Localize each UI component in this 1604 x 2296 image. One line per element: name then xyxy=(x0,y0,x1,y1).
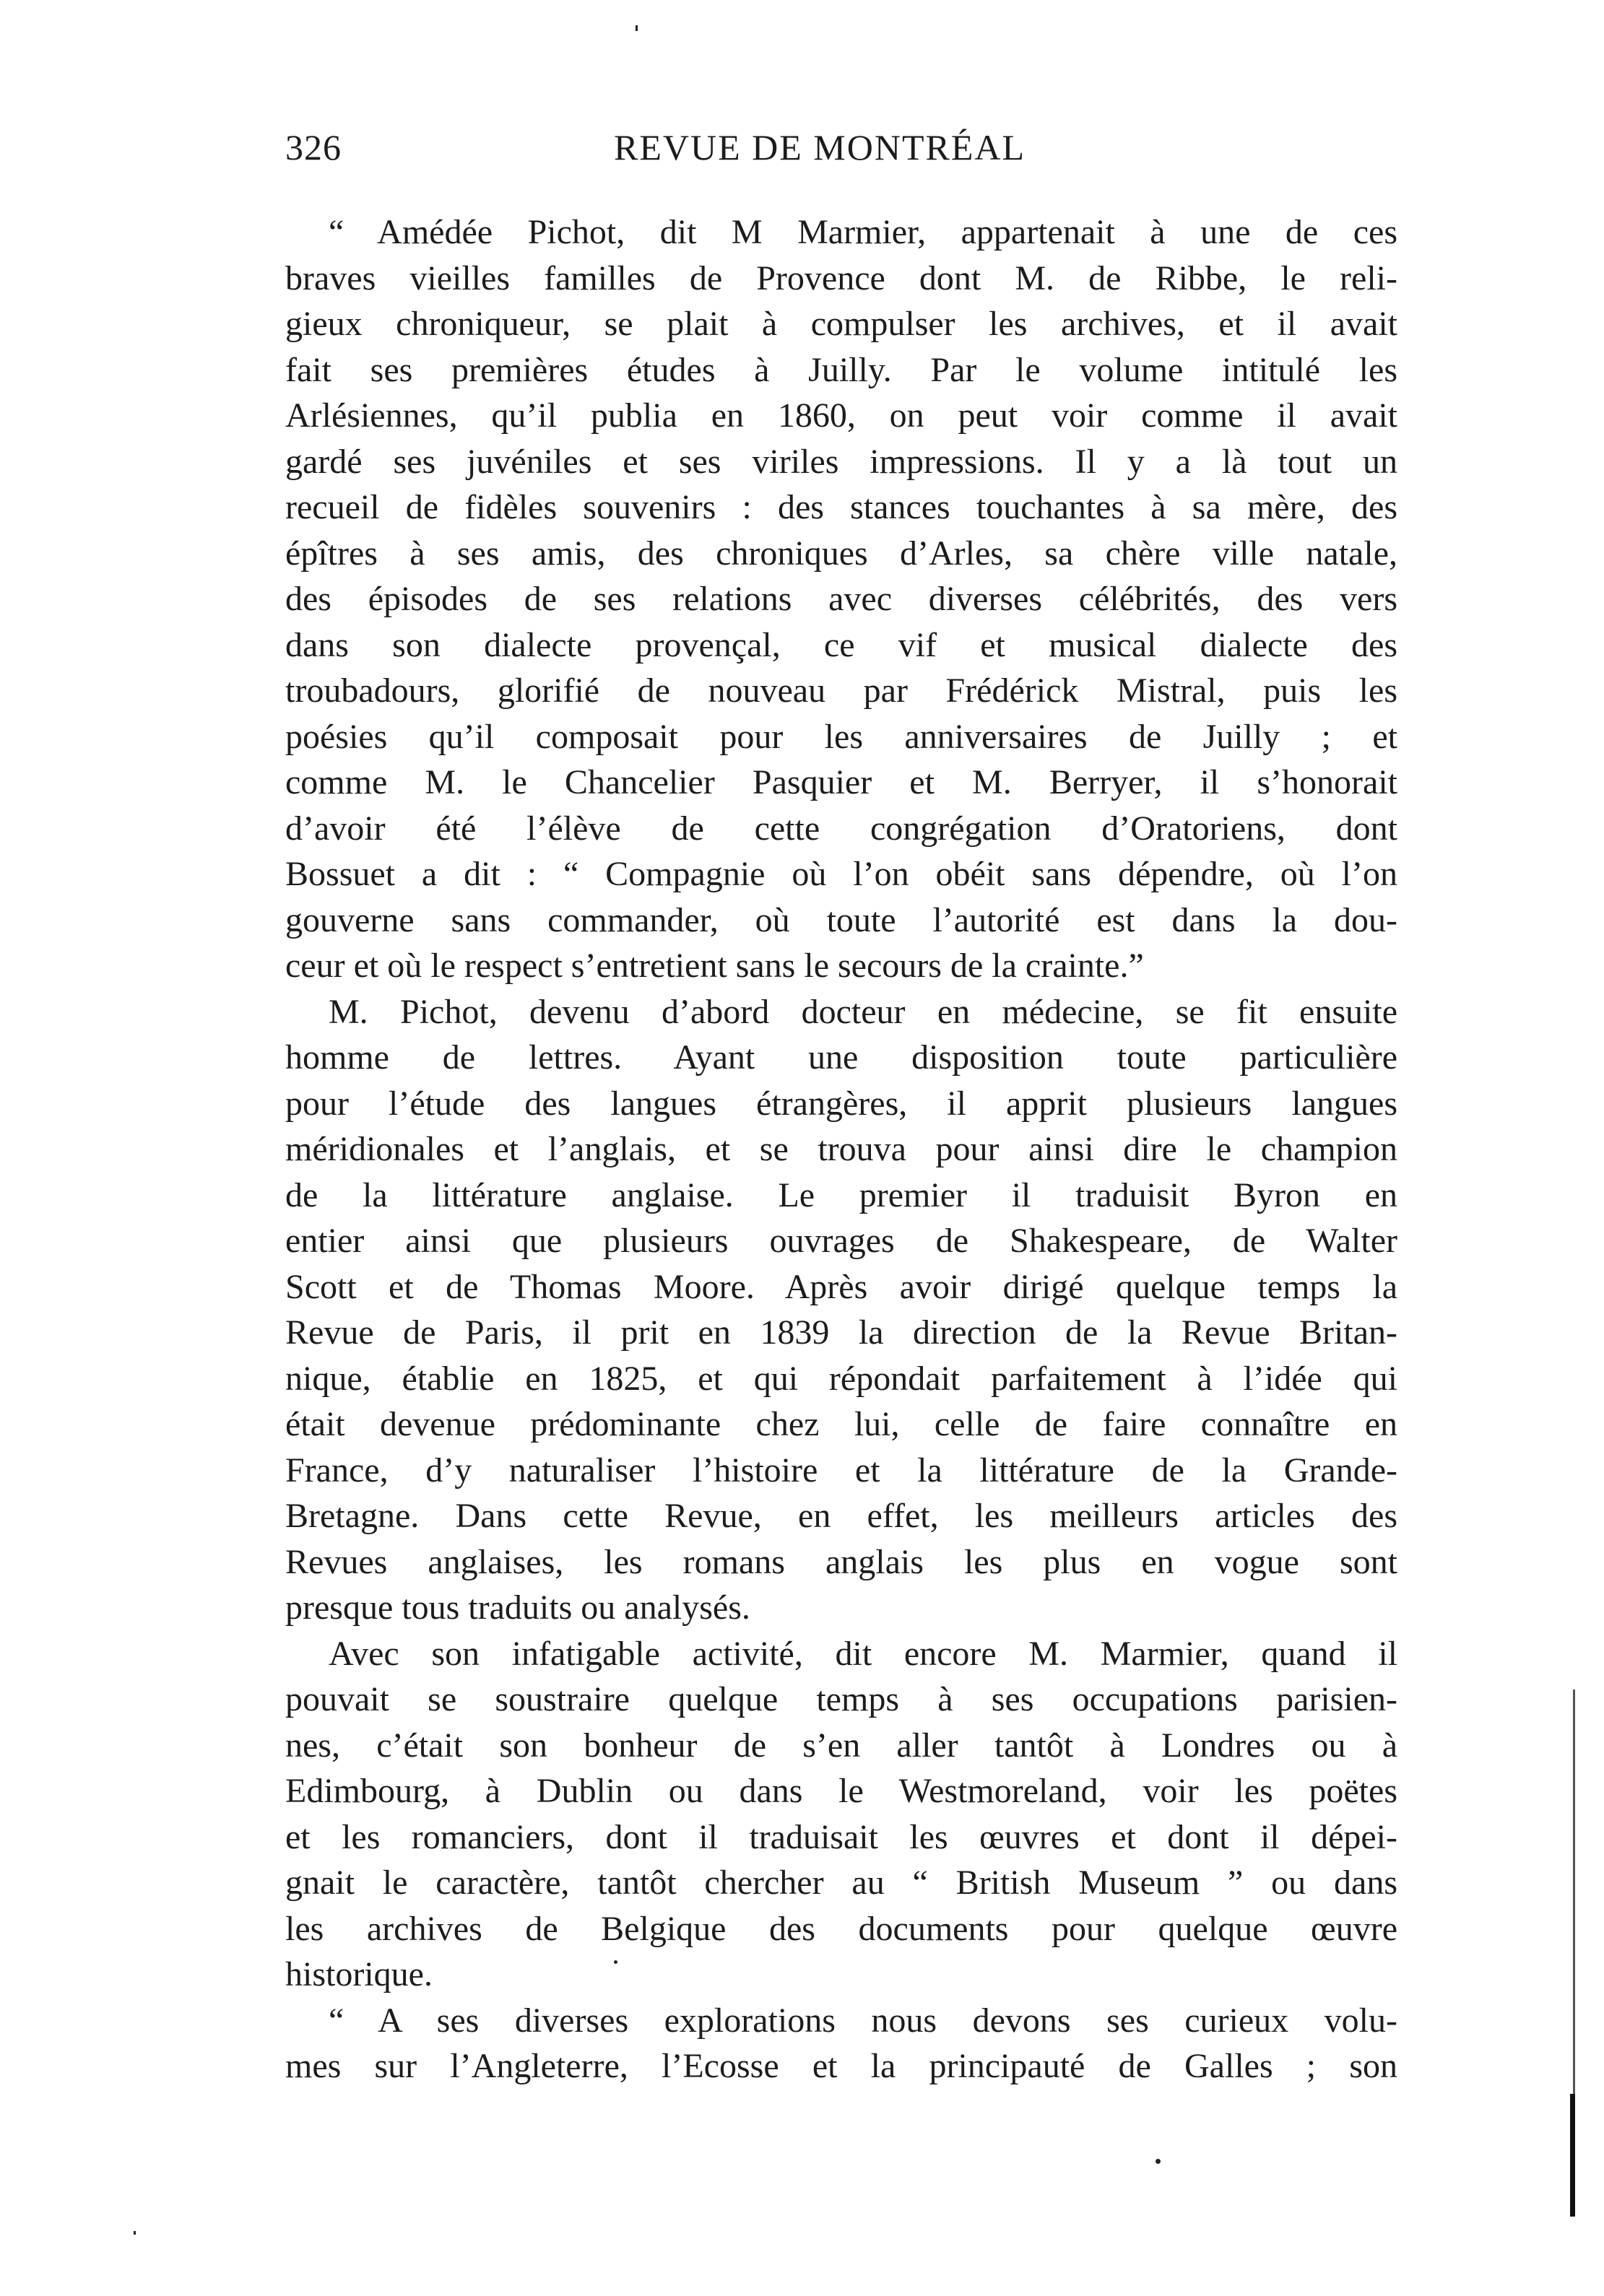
scan-speck xyxy=(614,1960,617,1964)
text-line: était devenue prédominante chez lui, celle de faire connaître en xyxy=(285,1405,1397,1443)
text-line: mes sur l’Angleterre, l’Ecosse et la principauté de Galles ; son xyxy=(285,2047,1397,2085)
text-line: Avec son infatigable activité, dit encore M. Marmier, quand il xyxy=(329,1634,1397,1673)
text-line: ceur et où le respect s’entretient sans le secours de la crainte.” xyxy=(285,947,1144,985)
text-line: pour l’étude des langues étrangères, il apprit plusieurs langues xyxy=(285,1084,1397,1123)
binding-edge-line xyxy=(1573,1690,1575,2094)
text-line: recueil de fidèles souvenirs : des stances touchantes à sa mère, des xyxy=(285,488,1397,526)
running-head xyxy=(285,126,1397,177)
scan-speck xyxy=(636,25,638,31)
text-line: et les romanciers, dont il traduisait les œuvres et dont il dépei- xyxy=(285,1817,1397,1856)
text-line: gouverne sans commander, où toute l’autorité est dans la dou- xyxy=(285,900,1397,939)
text-line: Scott et de Thomas Moore. Après avoir dirigé quelque temps la xyxy=(285,1267,1397,1306)
text-line: braves vieilles familles de Provence dont M. de Ribbe, le reli- xyxy=(285,258,1397,297)
text-line: Bretagne. Dans cette Revue, en effet, les meilleurs articles des xyxy=(285,1497,1397,1535)
text-line: fait ses premières études à Juilly. Par le volume intitulé les xyxy=(285,350,1397,389)
body-text xyxy=(285,209,1397,2090)
scan-speck xyxy=(1156,2159,1161,2164)
text-line: gnait le caractère, tantôt chercher au “ British Museum ” ou dans xyxy=(285,1864,1397,1902)
text-line: Arlésiennes, qu’il publia en 1860, on peut voir comme il avait xyxy=(285,396,1397,435)
text-line: poésies qu’il composait pour les anniversaires de Juilly ; et xyxy=(285,717,1397,756)
scan-speck xyxy=(134,2231,136,2235)
text-line: Edimbourg, à Dublin ou dans le Westmoreland, voir les poëtes xyxy=(285,1772,1397,1810)
text-line: France, d’y naturaliser l’histoire et la littérature de la Grande- xyxy=(285,1451,1397,1490)
text-line: M. Pichot, devenu d’abord docteur en médecine, se fit ensuite xyxy=(329,992,1397,1031)
text-line: troubadours, glorifié de nouveau par Frédérick Mistral, puis les xyxy=(285,671,1397,710)
text-line: de la littérature anglaise. Le premier il traduisit Byron en xyxy=(285,1175,1397,1214)
text-line: Bossuet a dit : “ Compagnie où l’on obéit sans dépendre, où l’on xyxy=(285,855,1397,893)
text-line: nique, établie en 1825, et qui répondait parfaitement à l’idée qui xyxy=(285,1359,1397,1398)
binding-edge-line xyxy=(1570,2094,1575,2217)
text-line: entier ainsi que plusieurs ouvrages de Shakespeare, de Walter xyxy=(285,1222,1397,1260)
text-line: pouvait se soustraire quelque temps à ses occupations parisien- xyxy=(285,1680,1397,1718)
page-number: 326 xyxy=(285,127,342,168)
text-line: historique. xyxy=(285,1955,433,1993)
text-line: homme de lettres. Ayant une disposition toute particulière xyxy=(285,1038,1397,1077)
text-line: comme M. le Chancelier Pasquier et M. Berryer, il s’honorait xyxy=(285,763,1397,801)
text-line: dans son dialecte provençal, ce vif et musical dialecte des xyxy=(285,625,1397,664)
text-line: des épisodes de ses relations avec diverses célébrités, des vers xyxy=(285,580,1397,618)
text-line: nes, c’était son bonheur de s’en aller tantôt à Londres ou à xyxy=(285,1726,1397,1765)
text-line: gieux chroniqueur, se plait à compulser les archives, et il avait xyxy=(285,305,1397,343)
text-line: épîtres à ses amis, des chroniques d’Arles, sa chère ville natale, xyxy=(285,534,1397,573)
text-line: Revue de Paris, il prit en 1839 la direction de la Revue Britan- xyxy=(285,1313,1397,1352)
text-line: Revues anglaises, les romans anglais les plus en vogue sont xyxy=(285,1542,1397,1581)
text-line: méridionales et l’anglais, et se trouva pour ainsi dire le champion xyxy=(285,1130,1397,1168)
text-line: “ A ses diverses explorations nous devons ses curieux volu- xyxy=(329,2001,1397,2040)
text-line: les archives de Belgique des documents pour quelque œuvre xyxy=(285,1909,1397,1948)
text-line: gardé ses juvéniles et ses viriles impressions. Il y a là tout un xyxy=(285,442,1397,481)
text-line: d’avoir été l’élève de cette congrégation d’Oratoriens, dont xyxy=(285,809,1397,848)
running-title: REVUE DE MONTRÉAL xyxy=(614,127,1026,168)
text-line: “ Amédée Pichot, dit M Marmier, appartenait à une de ces xyxy=(329,213,1397,251)
text-line: presque tous traduits ou analysés. xyxy=(285,1588,750,1627)
